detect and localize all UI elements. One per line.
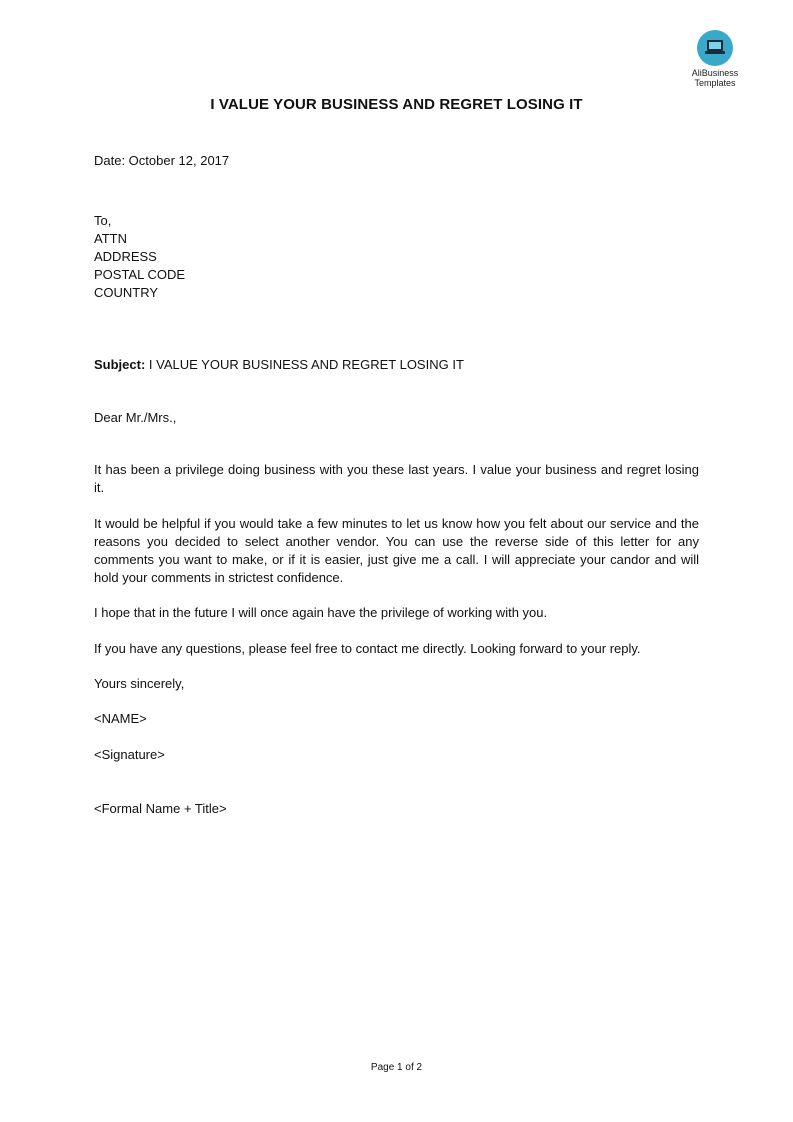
page-number: Page 1 of 2 [370, 1062, 423, 1073]
laptop-icon [697, 30, 733, 66]
paragraph-1: It has been a privilege doing business with you these last years. I value your business and regret losing it. [94, 462, 699, 495]
subject-text: I VALUE YOUR BUSINESS AND REGRET LOSING IT [145, 357, 464, 372]
closing: Yours sincerely, [94, 676, 185, 691]
sender-name: <NAME> [94, 711, 147, 726]
letter-date: Date: October 12, 2017 [94, 153, 230, 168]
paragraph-4: If you have any questions, please feel free to contact me directly. Looking forward to your reply. [94, 641, 641, 656]
company-logo [682, 30, 748, 88]
document-title: I VALUE YOUR BUSINESS AND REGRET LOSING IT [210, 96, 583, 113]
logo-text-line2: Templates [694, 78, 736, 88]
formal-name-title: <Formal Name + Title> [94, 801, 227, 816]
signature-placeholder: <Signature> [94, 747, 165, 762]
paragraph-3: I hope that in the future I will once again have the privilege of working with you. [94, 605, 548, 620]
logo-text-line1: AliBusiness [691, 68, 739, 78]
address-attn: ATTN [94, 231, 127, 246]
subject-line [94, 356, 464, 374]
address-to: To, [94, 213, 112, 228]
address-postal-code: POSTAL CODE [94, 267, 186, 282]
salutation: Dear Mr./Mrs., [94, 410, 177, 425]
paragraph-2: It would be helpful if you would take a few minutes to let us know how you felt about our service and the reasons you decided to select another vendor. You can use the reverse side of this letter for any comments you want to make, or if it is easier, just give me a call. I will appreciate your candor and will hold your comments in strictest confidence. [94, 516, 699, 585]
address-line: ADDRESS [94, 249, 157, 264]
address-country: COUNTRY [94, 285, 159, 300]
subject-label: Subject: [94, 357, 146, 372]
